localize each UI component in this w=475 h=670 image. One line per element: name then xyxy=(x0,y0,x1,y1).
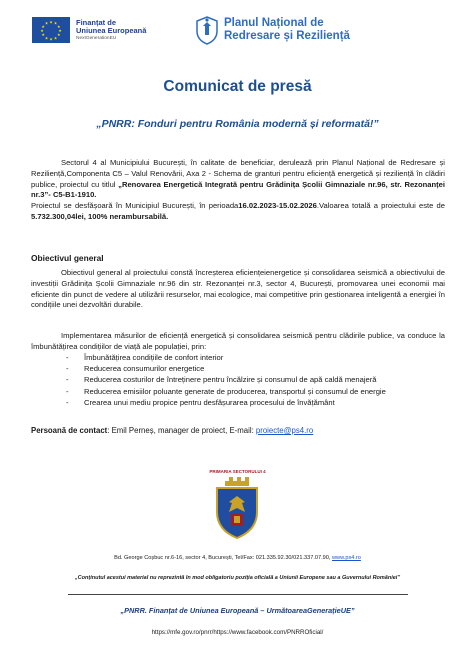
pnrr-logo xyxy=(194,15,350,45)
svg-text:★: ★ xyxy=(40,28,44,33)
page-title: Comunicat de presă xyxy=(163,78,312,95)
project-value: 5.732.300,04lei, 100% nerambursabilă. xyxy=(31,211,169,221)
pnrr-line-2: Redresare și Reziliență xyxy=(224,30,350,42)
divider xyxy=(68,594,408,595)
contact-email-link[interactable]: proiecte@ps4.ro xyxy=(255,426,314,435)
eu-line-2: Uniunea Europeană xyxy=(76,25,147,35)
implementation-text: Implementarea măsurilor de eficiență energetică și consolidarea seismică pentru clădirile publice, va conduce la îmbunătățirea condițiilor de viață ale populației, prin: xyxy=(31,331,445,351)
contact-label: Persoană de contact xyxy=(31,426,108,435)
romania-crest-icon xyxy=(194,15,220,45)
contact-line xyxy=(31,426,313,435)
sector-4-crest-icon xyxy=(211,476,263,540)
svg-text:★: ★ xyxy=(49,19,53,25)
disclaimer: „Conținutul acestui material nu reprezintă în mod obligatoriu poziția oficială a Uniunii Europene sau a Guvernului României” xyxy=(74,575,401,581)
list-item: - Îmbunătățirea condițiile de confort interior xyxy=(66,352,446,363)
page-subtitle: „PNRR: Fonduri pentru România modernă și reformată!” xyxy=(96,118,379,130)
address-text: Bd. George Coșbuc nr.6-16, sector 4, București, Tel/Fax: 021.335.92.30/021.337.07.90, xyxy=(114,555,332,561)
svg-text:★: ★ xyxy=(53,20,58,26)
address-line xyxy=(0,555,475,561)
eu-logo xyxy=(32,17,182,43)
svg-text:★: ★ xyxy=(41,32,45,37)
objective-paragraph xyxy=(31,268,445,311)
eu-line-1: Finanțat de xyxy=(76,18,117,28)
list-item: - Reducerea emisiilor poluante generate de producerea, transportul și consumul de energie xyxy=(66,386,446,397)
svg-text:★: ★ xyxy=(57,24,61,29)
header xyxy=(32,8,443,52)
eu-line-3: NextGenerationEU xyxy=(76,35,117,41)
intro-text-3: .Valoarea totală a proiectului este de xyxy=(316,201,445,211)
project-title: „Renovarea Energetică Integrată pentru Grădinița Școlii Gimnaziale nr.96, str. Rezonanței nr.3”- C5-B1-1910. xyxy=(31,179,445,200)
contact-text: : Emil Perneș, manager de proiect, E-mail: xyxy=(107,426,256,435)
objective-text: Obiectivul general al proiectului constă încreșterea eficiențeienergetice și consolidarea seismică a obiectivului de investiții Grădinița Școlii Gimnaziale nr.96 din str. Rezonanței nr.3, sector 4, București, promovarea unei economii mai eficiente din punct de vedere al utilizării resurselor, mai ecologice, mai competitive prin gestionarea inteligentă a energiei în condițiile unei dezvoltări durabile. xyxy=(31,268,445,310)
eu-flag-icon xyxy=(32,17,70,43)
svg-text:★: ★ xyxy=(44,35,49,41)
pnrr-line-1: Planul Național de xyxy=(224,17,324,30)
svg-text:★: ★ xyxy=(53,35,58,41)
svg-text:★: ★ xyxy=(49,36,53,42)
website-link[interactable]: www.ps4.ro xyxy=(331,555,361,561)
section-title-objective: Obiectivul general xyxy=(31,253,104,263)
intro-text-2: Proiectul se desfășoară în Municipiul București, în perioada xyxy=(31,201,239,211)
list-item: - Reducerea consumurilor energetice xyxy=(66,363,446,374)
list-item: - Crearea unui mediu propice pentru desfășurarea procesului de învățământ xyxy=(66,397,446,408)
sector-label: PRIMARIA SECTORULUI 4 xyxy=(209,469,266,474)
intro-paragraph xyxy=(31,158,445,223)
svg-text:★: ★ xyxy=(58,28,62,33)
list-item: - Reducerea costurilor de întreținere pentru încălzire și consumul de apă caldă menajeră xyxy=(66,374,446,385)
svg-text:★: ★ xyxy=(57,32,61,37)
svg-text:★: ★ xyxy=(41,24,45,29)
implementation-paragraph xyxy=(31,331,445,353)
intro-text-1: Sectorul 4 al Municipiului București, în calitate de beneficiar, derulează prin Planul Național de Redresare și Reziliență,Componenta C5 – Valul Renovării, Axa 2 - Schema de granturi pentru eficiență energetică și reziliență în clădiri publice, proiectul cu titlul xyxy=(31,158,445,189)
benefits-list xyxy=(66,352,446,408)
footer-slogan: „PNRR. Finanțat de Uniunea Europeană – UrmătoareaGenerațieUE” xyxy=(120,606,355,615)
svg-text:★: ★ xyxy=(44,20,49,26)
footer-links[interactable]: https://mfe.gov.ro/pnrr/https://www.facebook.com/PNRROficial/ xyxy=(151,629,324,636)
project-period: 16.02.2023-15.02.2026 xyxy=(238,201,317,211)
